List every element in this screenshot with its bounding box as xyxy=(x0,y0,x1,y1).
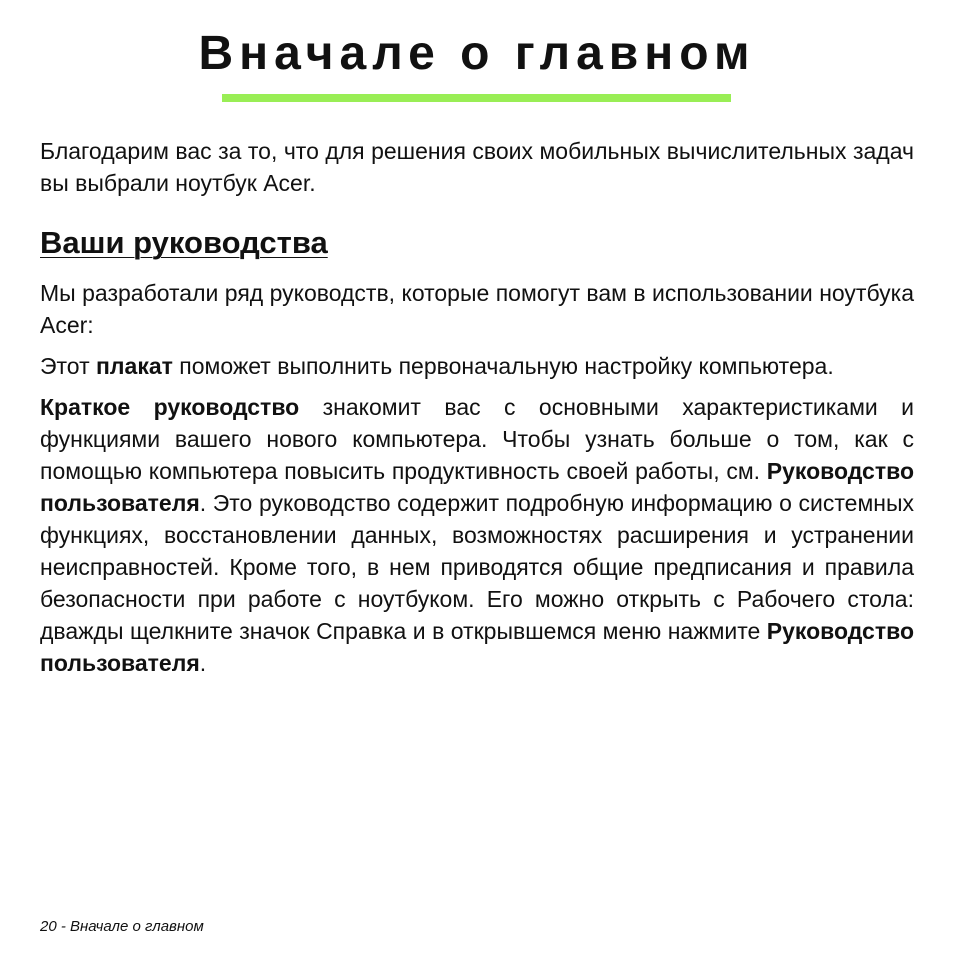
poster-paragraph xyxy=(40,350,914,382)
poster-bold-term: плакат xyxy=(96,353,173,379)
quick-guide-text-1: знакомит вас с основными характеристиками и функциями вашего нового компьютера. Чтобы узнать больше о том, как с помощью компьютера повысить продуктивность своей работы, см. xyxy=(40,394,914,484)
quick-guide-paragraph xyxy=(40,391,914,679)
title-underline-rule xyxy=(222,94,731,102)
user-guide-bold-term-1: Руководство пользователя xyxy=(40,458,914,516)
poster-text-before: Этот xyxy=(40,353,97,379)
user-guide-bold-term-2: Руководство пользователя xyxy=(40,618,914,676)
page-title: Вначале о главном xyxy=(198,27,756,80)
quick-guide-text-2: . Это руководство содержит подробную информацию о системных функциях, восстановлении данных, возможностях расширения и устранении неисправностей. Кроме того, в нем приводятся общие предписания и правила безопасности при работе с ноутбуком. Его можно открыть с Рабочего стола: дважды щелкните значок Справка и в открывшемся меню нажмите xyxy=(40,490,914,644)
quick-guide-bold-term: Краткое руководство xyxy=(40,394,300,420)
guides-lead-paragraph: Мы разработали ряд руководств, которые помогут вам в использовании ноутбука Acer: xyxy=(40,280,914,338)
intro-paragraph: Благодарим вас за то, что для решения своих мобильных вычислительных задач вы выбрали ноутбук Acer. xyxy=(40,138,914,196)
poster-text-after: поможет выполнить первоначальную настройку компьютера. xyxy=(172,353,834,379)
page-footer: 20 - Вначале о главном xyxy=(40,918,204,935)
section-heading: Ваши руководства xyxy=(40,225,328,260)
page-content xyxy=(40,135,914,679)
quick-guide-text-3: . xyxy=(199,650,207,676)
